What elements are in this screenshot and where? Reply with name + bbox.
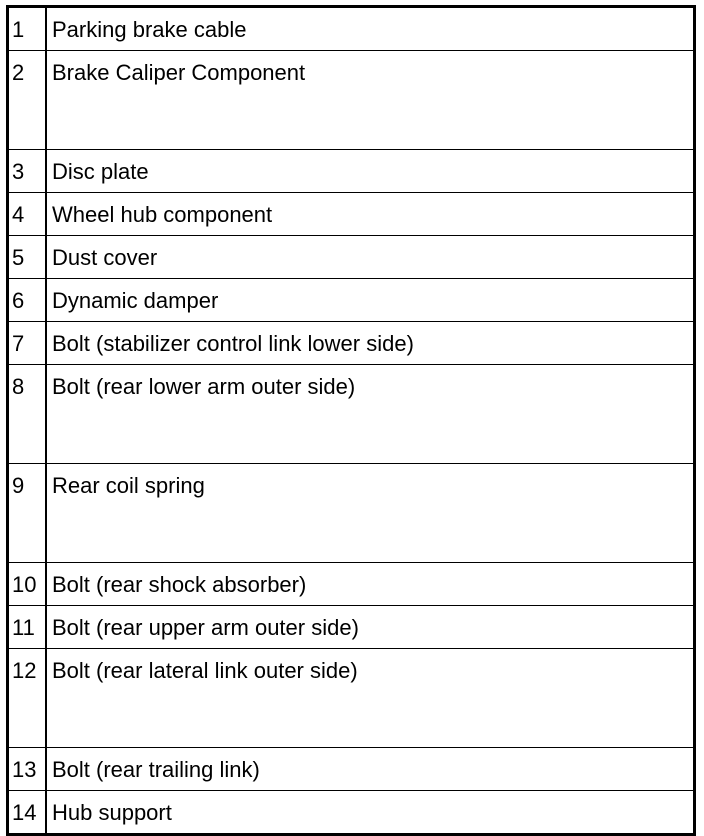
table-row — [8, 606, 695, 649]
item-number-cell — [8, 791, 47, 835]
item-label: Dynamic damper — [52, 288, 219, 313]
item-label-cell — [46, 7, 695, 51]
item-number: 8 — [12, 374, 25, 399]
item-label: Bolt (rear lower arm outer side) — [52, 374, 356, 399]
table-row — [8, 748, 695, 791]
table-row — [8, 563, 695, 606]
item-number: 6 — [12, 288, 25, 313]
item-label-cell — [46, 464, 695, 563]
item-number: 4 — [12, 202, 25, 227]
item-label-cell — [46, 563, 695, 606]
item-label: Wheel hub component — [52, 202, 273, 227]
item-label: Hub support — [52, 800, 172, 825]
item-label: Rear coil spring — [52, 473, 205, 498]
item-number-cell — [8, 649, 47, 748]
item-number: 12 — [12, 658, 37, 683]
item-number: 3 — [12, 159, 25, 184]
item-number: 10 — [12, 572, 37, 597]
item-number-cell — [8, 236, 47, 279]
item-label: Disc plate — [52, 159, 149, 184]
item-number-cell — [8, 279, 47, 322]
item-label-cell — [46, 322, 695, 365]
item-label-cell — [46, 279, 695, 322]
table-row — [8, 193, 695, 236]
item-label-cell — [46, 236, 695, 279]
item-number: 11 — [12, 615, 35, 640]
table-row — [8, 51, 695, 150]
table-row — [8, 464, 695, 563]
item-number: 7 — [12, 331, 25, 356]
item-number: 13 — [12, 757, 37, 782]
item-label-cell — [46, 791, 695, 835]
item-label: Bolt (rear trailing link) — [52, 757, 260, 782]
item-number: 5 — [12, 245, 25, 270]
item-label-cell — [46, 365, 695, 464]
item-label: Brake Caliper Component — [52, 60, 306, 85]
item-label: Bolt (rear upper arm outer side) — [52, 615, 359, 640]
item-number-cell — [8, 365, 47, 464]
table-row — [8, 322, 695, 365]
item-number-cell — [8, 51, 47, 150]
item-number-cell — [8, 7, 47, 51]
item-label-cell — [46, 51, 695, 150]
item-label-cell — [46, 150, 695, 193]
item-number: 2 — [12, 60, 25, 85]
item-number-cell — [8, 150, 47, 193]
item-number-cell — [8, 464, 47, 563]
item-number: 9 — [12, 473, 25, 498]
item-label: Bolt (stabilizer control link lower side) — [52, 331, 414, 356]
item-label: Bolt (rear shock absorber) — [52, 572, 307, 597]
item-number-cell — [8, 322, 47, 365]
table-row — [8, 7, 695, 51]
table-row — [8, 236, 695, 279]
item-label: Parking brake cable — [52, 17, 247, 42]
table-row — [8, 649, 695, 748]
item-number-cell — [8, 748, 47, 791]
item-label-cell — [46, 193, 695, 236]
table-row — [8, 791, 695, 835]
item-number: 14 — [12, 800, 37, 825]
item-label: Dust cover — [52, 245, 158, 270]
item-number: 1 — [12, 17, 25, 42]
table-row — [8, 279, 695, 322]
table-row — [8, 150, 695, 193]
parts-legend-table — [6, 5, 696, 836]
table-row — [8, 365, 695, 464]
item-label: Bolt (rear lateral link outer side) — [52, 658, 358, 683]
item-number-cell — [8, 606, 47, 649]
item-number-cell — [8, 193, 47, 236]
item-label-cell — [46, 748, 695, 791]
item-label-cell — [46, 606, 695, 649]
item-label-cell — [46, 649, 695, 748]
item-number-cell — [8, 563, 47, 606]
